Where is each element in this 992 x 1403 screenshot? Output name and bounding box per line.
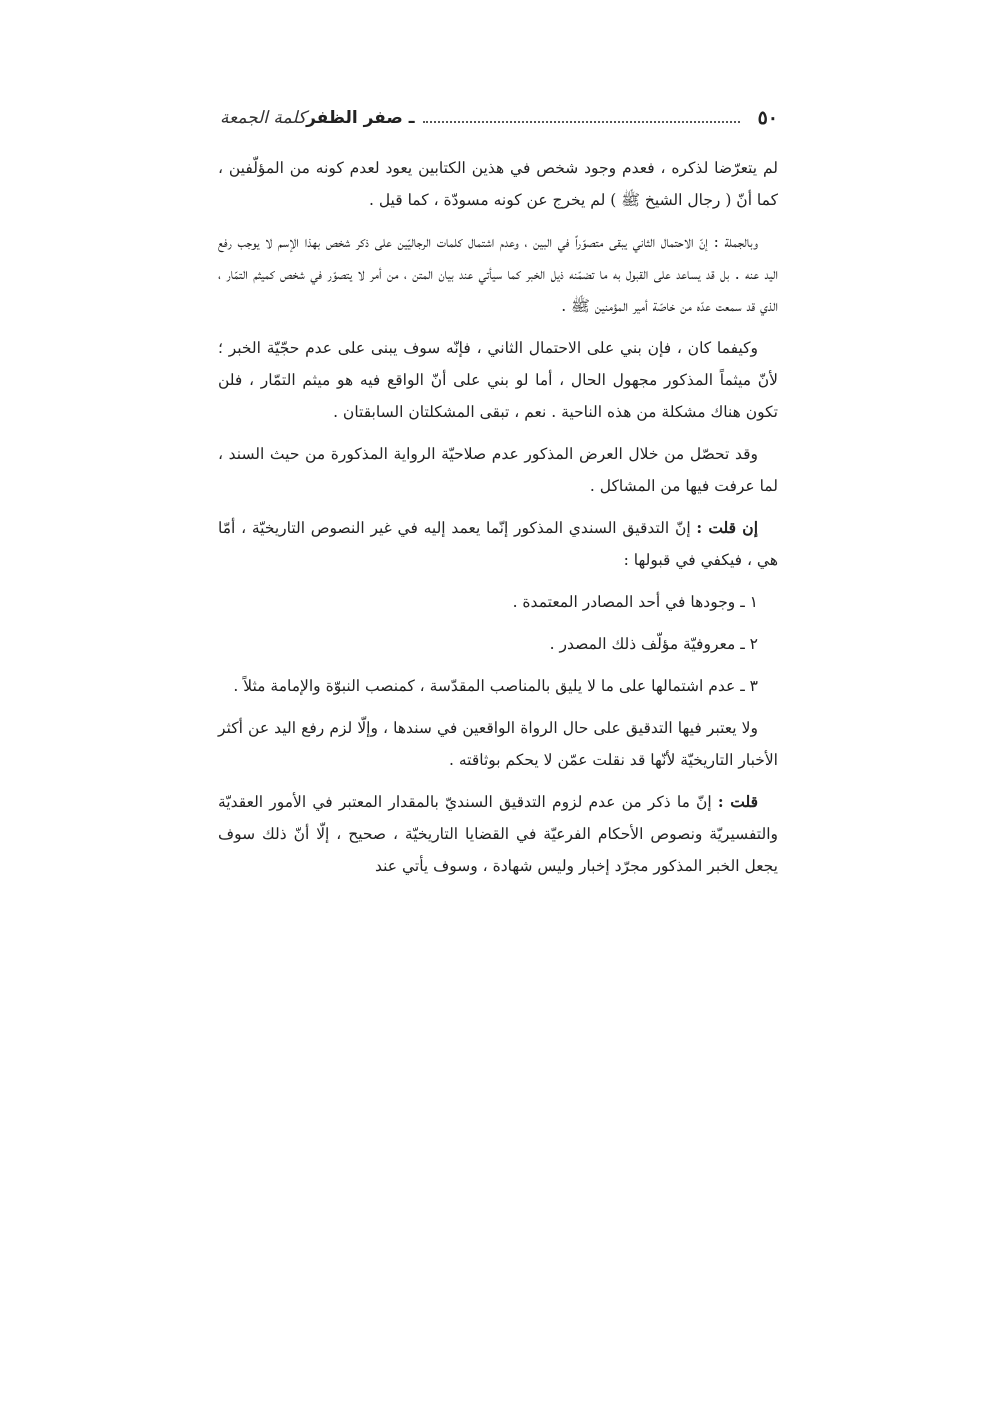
list-item: ١ ـ وجودها في أحد المصادر المعتمدة . [512,593,758,611]
dotted-leader [423,121,740,123]
running-header [218,100,778,136]
paragraph: لم يتعرّضا لذكره ، فعدم وجود شخص في هذين الكتابين يعود لعدم كونه من المؤلّفين ، كما أنّ ( رجال الشيخ ﷺ ) لم يخرج عن كونه مسودّة ، كما قيل . [218,159,778,209]
reply-lead: قلت : [717,792,758,811]
paragraph: وبالجملة : إنّ الاحتمال الثاني يبقى متصوّراً في البين ، وعدم اشتمال كلمات الرجاليّين على ذكر شخص بهذا الإسم لا يوجب رفع اليد عنه . بل قد يساعد على القبول به ما تضمّنه ذيل الخبر كما سيأتي عند بيان المتن ، من أمر لا يتصوّر في شخص كميثم التمّار ، الذي قد سمعت عدّه من خاصّة أمير المؤمنين ﷺ . [218,233,778,315]
list-item: ٣ ـ عدم اشتمالها على ما لا يليق بالمناصب المقدّسة ، كمنصب النبوّة والإمامة مثلاً . [233,677,758,695]
book-title: ـ صفر الظفر [306,108,415,128]
objection-text: إنّ التدقيق السندي المذكور إنّما يعمد إليه في غير النصوص التاريخيّة ، أمّا هي ، فيكفي في قبولها : [218,519,778,569]
objection-lead: إن قلت : [696,518,758,537]
objection-paragraph [218,512,778,576]
running-title [218,108,415,128]
reply-paragraph [218,786,778,882]
list-item: ٢ ـ معروفيّة مؤلّف ذلك المصدر . [549,635,758,653]
reply-text: إنّ ما ذكر من عدم لزوم التدقيق السنديّ بالمقدار المعتبر في الأمور العقديّة والتفسيريّة ونصوص الأحكام الفرعيّة في القضايا التاريخيّة ، صحيح ، إلّا أنّ ذلك سوف يجعل الخبر المذكور مجرّد إخبار وليس شهادة ، وسوف يأتي عند [218,793,778,875]
paragraph: وكيفما كان ، فإن بني على الاحتمال الثاني ، فإنّه سوف يبنى على عدم حجّيّة الخبر ؛ لأنّ ميثماً المذكور مجهول الحال ، أما لو بني على أنّ الواقع فيه هو ميثم التمّار ، فلن تكون هناك مشكلة من هذه الناحية . نعم ، تبقى المشكلتان السابقتان . [218,339,778,421]
page-number: ٥٠ [757,107,778,129]
paragraph: وقد تحصّل من خلال العرض المذكور عدم صلاحيّة الرواية المذكورة من حيث السند ، لما عرفت فيها من المشاكل . [218,445,778,495]
body-text [218,152,778,892]
series-logo: كلمة الجمعة [220,108,307,128]
paragraph: ولا يعتبر فيها التدقيق على حال الرواة الواقعين في سندها ، وإلّا لزم رفع اليد عن أكثر الأخبار التاريخيّة لأنّها قد نقلت عمّن لا يحكم بوثاقته . [218,719,778,769]
